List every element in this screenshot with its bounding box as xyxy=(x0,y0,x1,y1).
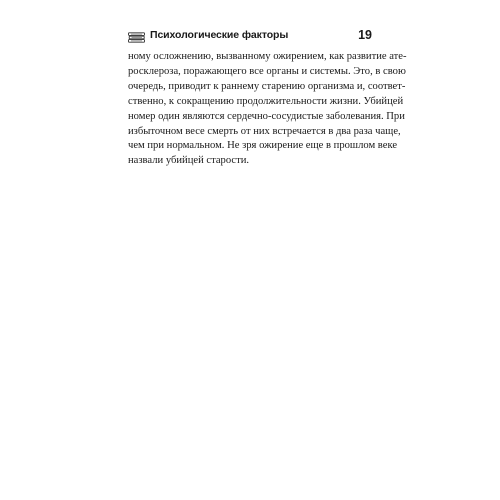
text-line: ственно, к сокращению продолжительности жизни. Убийцей xyxy=(128,95,404,107)
text-line: номер один являются сердечно-сосудистые заболевания. При xyxy=(128,110,405,122)
body-paragraph xyxy=(128,50,407,169)
running-head xyxy=(128,26,372,44)
text-line: избыточном весе смерть от них встречается в два раза чаще, xyxy=(128,125,401,137)
text-line: росклероза, поражающего все органы и системы. Это, в свою xyxy=(128,65,406,77)
section-title: Психологические факторы xyxy=(150,29,289,41)
text-line: назвали убийцей старости. xyxy=(128,155,250,167)
text-line: очередь, приводит к раннему старению организма и, соответ- xyxy=(128,80,406,92)
text-line: ному осложнению, вызванному ожирением, как развитие ате- xyxy=(128,51,407,62)
text-line: чем при нормальном. Не зря ожирение еще в прошлом веке xyxy=(128,140,398,152)
page-number: 19 xyxy=(358,28,372,42)
book-stack-icon xyxy=(128,30,145,41)
